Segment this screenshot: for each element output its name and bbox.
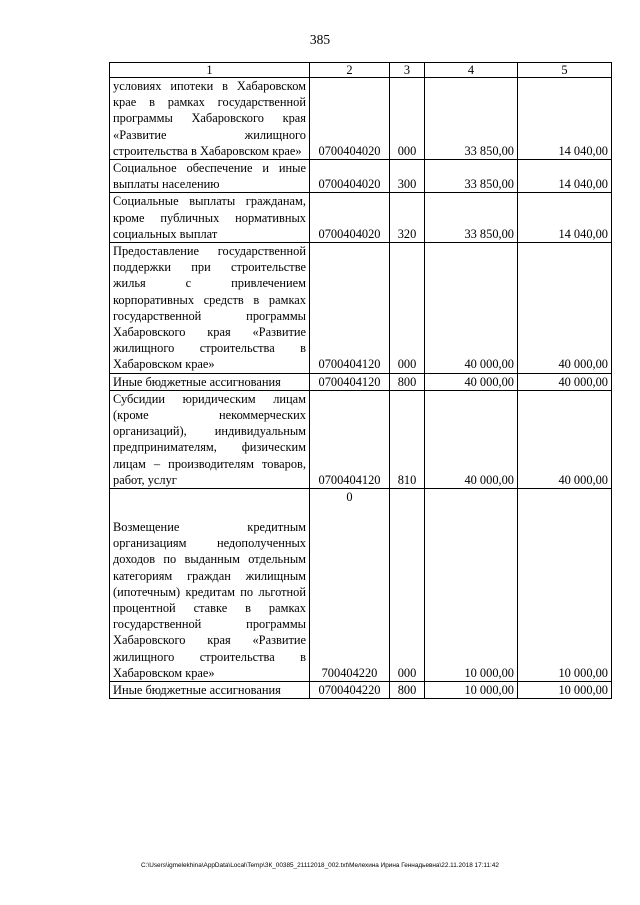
row-name: Предоставление государственной поддержки при строительстве жилья с привлечением корпоративных средств в рамках государственной программы Хабаровского края «Развитие жилищного строительства в Хабаровском крае» [110, 243, 310, 374]
row-expense-type: 800 [390, 373, 425, 390]
row-value-col5: 10 000,00 [518, 489, 612, 682]
row-value-col4: 40 000,00 [425, 390, 518, 488]
budget-table [109, 62, 612, 699]
row-value-col4: 40 000,00 [425, 243, 518, 374]
table-row [110, 373, 612, 390]
row-name: Иные бюджетные ассигнования [110, 373, 310, 390]
row-target-code-top: 0 [346, 490, 353, 505]
table-row [110, 243, 612, 374]
file-path-footer: C:\Users\igmelekhina\AppData\Local\Temp\ЗК_00385_21112018_002.txt\Мелехина Ирина Геннадьевна\22.11.2018 17:11:42 [141, 862, 499, 869]
row-target-code: 0700404120 [310, 373, 390, 390]
row-value-col4: 33 850,00 [425, 193, 518, 243]
row-value-col5: 40 000,00 [518, 243, 612, 374]
row-target-code: 0700404120 [310, 390, 390, 488]
header-cell-5: 5 [518, 63, 612, 78]
row-name: Социальное обеспечение и иные выплаты населению [110, 160, 310, 193]
row-value-col4: 33 850,00 [425, 78, 518, 160]
row-value-col5: 40 000,00 [518, 390, 612, 488]
header-cell-4: 4 [425, 63, 518, 78]
row-value-col4: 40 000,00 [425, 373, 518, 390]
row-target-code: 700404220 [321, 665, 378, 680]
table-row [110, 78, 612, 160]
row-target-code: 0700404020 [310, 193, 390, 243]
row-target-code-split [310, 489, 390, 682]
row-target-code: 0700404220 [310, 682, 390, 699]
row-expense-type: 000 [390, 78, 425, 160]
row-expense-type: 810 [390, 390, 425, 488]
table-row [110, 193, 612, 243]
header-cell-3: 3 [390, 63, 425, 78]
row-expense-type: 000 [390, 489, 425, 682]
row-value-col4: 33 850,00 [425, 160, 518, 193]
row-name: Возмещение кредитным организациям недополученных доходов по выданным отдельным категориям граждан жилищным (ипотечным) кредитам по льготной процентной ставке в рамках государственной программы Хабаровского края «Развитие жилищного строительства в Хабаровском крае» [110, 489, 310, 682]
row-name: Субсидии юридическим лицам (кроме некоммерческих организаций), индивидуальным предпринимателям, физическим лицам – производителям товаров, работ, услуг [110, 390, 310, 488]
row-value-col5: 14 040,00 [518, 160, 612, 193]
table-row [110, 489, 612, 682]
row-value-col4: 10 000,00 [425, 489, 518, 682]
row-name: Иные бюджетные ассигнования [110, 682, 310, 699]
row-target-code: 0700404020 [310, 160, 390, 193]
header-cell-1: 1 [110, 63, 310, 78]
row-target-code: 0700404120 [310, 243, 390, 374]
table-row [110, 160, 612, 193]
row-expense-type: 000 [390, 243, 425, 374]
row-value-col5: 14 040,00 [518, 193, 612, 243]
table-header-row [110, 63, 612, 78]
row-value-col5: 40 000,00 [518, 373, 612, 390]
row-name: условиях ипотеки в Хабаровском крае в рамках государственной программы Хабаровского края «Развитие жилищного строительства в Хабаровском крае» [110, 78, 310, 160]
row-name: Социальные выплаты гражданам, кроме публичных нормативных социальных выплат [110, 193, 310, 243]
row-value-col5: 14 040,00 [518, 78, 612, 160]
header-cell-2: 2 [310, 63, 390, 78]
row-expense-type: 300 [390, 160, 425, 193]
page-number: 385 [309, 32, 331, 47]
table-row [110, 390, 612, 488]
row-value-col4: 10 000,00 [425, 682, 518, 699]
row-expense-type: 320 [390, 193, 425, 243]
row-expense-type: 800 [390, 682, 425, 699]
row-value-col5: 10 000,00 [518, 682, 612, 699]
table-row [110, 682, 612, 699]
row-target-code: 0700404020 [310, 78, 390, 160]
